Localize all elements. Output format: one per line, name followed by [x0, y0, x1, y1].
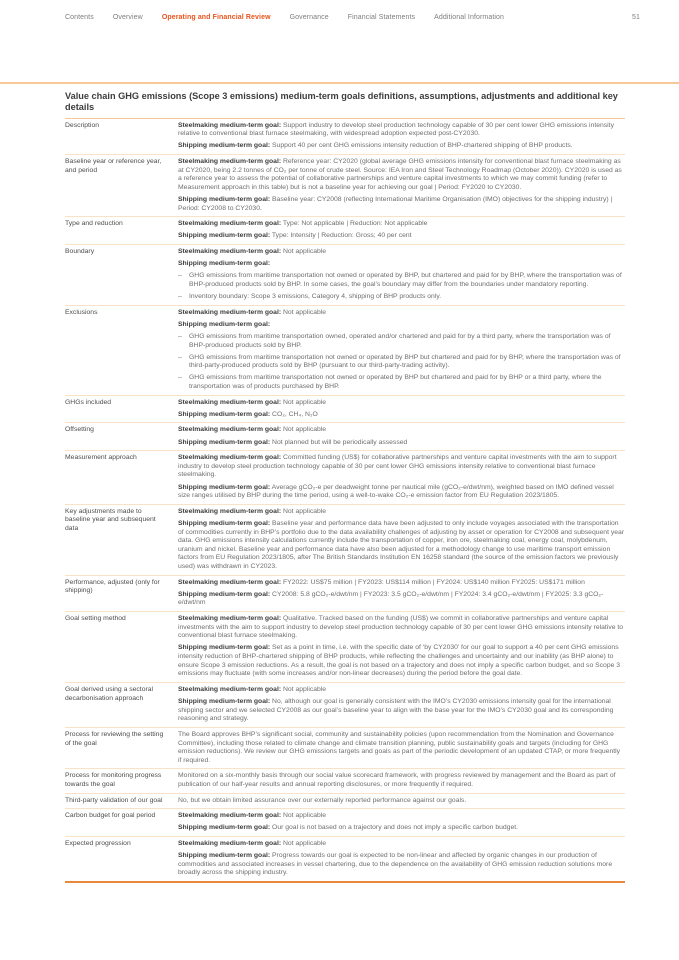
- table-row: [65, 396, 625, 424]
- row-content: [178, 454, 625, 501]
- goal-label-bold: Shipping medium-term goal:: [178, 142, 271, 150]
- row-label: Key adjustments made to baseline year and subsequent data: [65, 507, 156, 533]
- goals-table: [65, 119, 625, 883]
- row-label: Performance, adjusted (only for shipping): [65, 578, 160, 595]
- goal-paragraph: Steelmaking medium-term goal: Not applicable: [178, 685, 327, 693]
- bullet-item: [178, 354, 625, 371]
- goal-paragraph: [178, 260, 625, 269]
- row-label: Carbon budget for goal period: [65, 812, 156, 820]
- goal-label-bold: Steelmaking medium-term goal:: [178, 812, 282, 820]
- goal-label-bold: Shipping medium-term goal:: [178, 590, 271, 598]
- row-label: Measurement approach: [65, 454, 137, 462]
- table-row: [65, 794, 625, 810]
- goal-label-bold: Shipping medium-term goal:: [178, 824, 271, 832]
- row-content: [178, 426, 625, 447]
- goal-label-bold: Steelmaking medium-term goal:: [178, 426, 282, 434]
- goal-label-bold: Shipping medium-term goal:: [178, 852, 271, 860]
- goal-label-bold: Steelmaking medium-term goal:: [178, 685, 282, 693]
- table-row: [65, 423, 625, 451]
- goal-label-bold: Shipping medium-term goal:: [178, 232, 271, 240]
- row-content: [178, 840, 625, 878]
- goal-label-bold: Steelmaking medium-term goal:: [178, 398, 282, 406]
- goal-label-bold: Steelmaking medium-term goal:: [178, 121, 282, 129]
- goal-paragraph: Steelmaking medium-term goal: Not applicable: [178, 426, 327, 434]
- table-row: [65, 217, 625, 245]
- goal-paragraph: Shipping medium-term goal: CY2008: 5.8 gCO₂-e/dwt/nm | FY2023: 3.5 gCO₂-e/dwt/nm | FY2024: 3.4 gCO₂-e/dwt/nm | FY2025: 3.3 gCO₂-e/dwt/nm: [178, 590, 604, 607]
- goal-paragraph: Steelmaking medium-term goal: Not applicable: [178, 248, 327, 256]
- bullet-text: Inventory boundary: Scope 3 emissions, Category 4, shipping of BHP products only.: [189, 293, 442, 301]
- goal-label-bold: Shipping medium-term goal:: [178, 260, 271, 268]
- main-content: [65, 91, 625, 883]
- table-row: [65, 505, 625, 576]
- row-label: Process for reviewing the setting of the goal: [65, 730, 164, 747]
- bullet-item: [178, 374, 625, 391]
- goal-paragraph: Shipping medium-term goal: Not planned but will be periodically assessed: [178, 438, 408, 446]
- nav-item-additional-information[interactable]: Additional Information: [434, 14, 505, 21]
- goal-paragraph: Shipping medium-term goal: Progress towards our goal is expected to be non-linear and affected by organic changes in our production of commodities and associated increases in vessel chartering, due to the dependence on the availability of GHG emission reduction solutions more broadly across the shipping industry.: [178, 852, 613, 877]
- table-row: [65, 119, 625, 155]
- row-content: [178, 686, 625, 724]
- goal-paragraph: Steelmaking medium-term goal: Type: Not applicable | Reduction: Not applicable: [178, 220, 428, 228]
- goal-paragraph: Steelmaking medium-term goal: Not applicable: [178, 812, 327, 820]
- bullet-item: [178, 272, 625, 289]
- row-content: [178, 772, 625, 789]
- row-content: [178, 309, 625, 392]
- goal-paragraph: Steelmaking medium-term goal: Committed funding (US$) for collaborative partnerships and venture capital investments with the aim to support industry to develop steel production technology capable of 30 per cent lower GHG emissions intensity relative to conventional blast furnace steelmaking.: [178, 454, 617, 479]
- top-divider: [0, 82, 679, 84]
- row-label: Expected progression: [65, 840, 131, 848]
- row-content: [178, 797, 625, 806]
- goal-label-bold: Shipping medium-term goal:: [178, 698, 271, 706]
- goal-label-bold: Shipping medium-term goal:: [178, 644, 271, 652]
- goal-paragraph: Steelmaking medium-term goal: Not applicable: [178, 308, 327, 316]
- goal-label-bold: Shipping medium-term goal:: [178, 483, 271, 491]
- page-title: Value chain GHG emissions (Scope 3 emissions) medium-term goals definitions, assumptions, adjustments and additional key details: [65, 91, 625, 119]
- goal-paragraph: Shipping medium-term goal: Baseline year: CY2008 (reflecting International Maritime Organisation (IMO) objectives for the shipping industry) | Period: CY2008 to CY2030.: [178, 196, 613, 212]
- row-label: Goal derived using a sectoral decarbonisation approach: [65, 685, 154, 702]
- goal-paragraph: Monitored on a six-monthly basis through our social value scorecard framework, with progress reviewed by management and the Board as part of publication of our half-year results and annual reporting disclosures, or more frequently if required.: [178, 772, 616, 789]
- row-label: Offsetting: [65, 426, 94, 434]
- row-content: [178, 812, 625, 833]
- goal-paragraph: Shipping medium-term goal: Baseline year and performance data have been adjusted to only include voyages associated with the transportation of commodities currently in BHP’s portfolio due to the data availability challenges of adjusting by asset or operation for CY2008 and subsequent year data. GHG emissions intensity calculations currently include the transportation of copper, iron ore, steelmaking coal, energy coal, molybdenum, uranium and nickel. Baseline year and performance data have also been adjusted for a methodology change to use maritime transport emission factors from EU Regulation 2023/1805, after The British Standards Institution EN 16258 standard (the source of the emission factors we previously used) was withdrawn in CY2023.: [178, 519, 625, 571]
- goal-label-bold: Steelmaking medium-term goal:: [178, 158, 282, 166]
- row-label: Type and reduction: [65, 220, 123, 228]
- goal-paragraph: Steelmaking medium-term goal: Not applicable: [178, 507, 327, 515]
- top-navigation: [65, 14, 640, 21]
- goal-label-bold: Steelmaking medium-term goal:: [178, 840, 282, 848]
- row-content: [178, 731, 625, 766]
- goal-label-bold: Steelmaking medium-term goal:: [178, 308, 282, 316]
- bullet-text: GHG emissions from maritime transportation not owned or operated by BHP but chartered and paid for by BHP or a third party, where the transportation was of products purchased by BHP.: [189, 374, 602, 391]
- goal-paragraph: The Board approves BHP’s significant social, community and sustainability policies (upon recommendation from the Nomination and Governance Committee), including those related to climate change and climate transition planning, public sustainability goals and targets (including for GHG emission reductions). We review our GHG emissions targets and goals as part of the periodic development of an updated CTAP, or more frequently if required.: [178, 730, 621, 764]
- goal-paragraph: No, but we obtain limited assurance over our externally reported performance against our goals.: [178, 796, 467, 804]
- row-content: [178, 248, 625, 302]
- table-row: [65, 837, 625, 881]
- goal-label-bold: Steelmaking medium-term goal:: [178, 615, 282, 623]
- table-row: [65, 576, 625, 612]
- table-row: [65, 612, 625, 683]
- page-number: 51: [632, 14, 640, 21]
- goal-paragraph: Steelmaking medium-term goal: Not applicable: [178, 398, 327, 406]
- nav-item-governance[interactable]: Governance: [289, 14, 329, 21]
- bullet-text: GHG emissions from maritime transportation not owned or operated by BHP but chartered and paid for by BHP, where the transportation was of third-party-produced products sold by BHP (pursuant to our third-party-trading activity).: [189, 353, 621, 370]
- bullet-dash: –: [178, 374, 182, 382]
- goal-paragraph: Steelmaking medium-term goal: Reference year: CY2020 (global average GHG emissions intensity for conventional blast furnace steelmaking as at CY2020, being 2.2 tonnes of CO₂ per tonne of crude steel. Source: IEA Iron and Steel Technology Roadmap (October 2020)). CY2020 is used as a reference year to assess the potential of collaborative partnerships and venture capital investments to which we may commit funding (refer to Measurement approach in this table) but is not a baseline year for achieving our goal | Period: FY2020 to CY2030.: [178, 158, 622, 191]
- goal-paragraph: Shipping medium-term goal: CO₂, CH₄, N₂O: [178, 410, 318, 418]
- row-content: [178, 122, 625, 151]
- row-content: [178, 615, 625, 679]
- row-label: Baseline year or reference year, and period: [65, 158, 162, 174]
- table-row: [65, 809, 625, 837]
- bullet-dash: –: [178, 332, 182, 340]
- row-label: Boundary: [65, 248, 95, 256]
- bullet-item: [178, 293, 625, 302]
- table-row: [65, 245, 625, 306]
- goal-label-bold: Steelmaking medium-term goal:: [178, 220, 282, 228]
- row-label: GHGs included: [65, 398, 112, 406]
- goal-paragraph: Steelmaking medium-term goal: Not applicable: [178, 840, 327, 848]
- goal-paragraph: Steelmaking medium-term goal: Support industry to develop steel production technology capable of 30 per cent lower GHG emissions intensity relative to conventional blast furnace steelmaking, with widespread adoption expected post-CY2030.: [178, 121, 614, 138]
- row-content: [178, 579, 625, 608]
- bullet-dash: –: [178, 353, 182, 361]
- row-label: Exclusions: [65, 308, 98, 316]
- row-label: Process for monitoring progress towards the goal: [65, 772, 162, 789]
- goal-label-bold: Steelmaking medium-term goal:: [178, 507, 282, 515]
- row-label: Third-party validation of our goal: [65, 796, 163, 804]
- bullet-text: GHG emissions from maritime transportation not owned or operated by BHP, but chartered and paid for by BHP, where the transportation was of BHP-produced products sold by BHP. In some cases, the goal’s boundary may differ from the boundaries under mandatory reporting.: [189, 272, 622, 288]
- table-row: [65, 683, 625, 728]
- table-row: [65, 306, 625, 396]
- nav-item-contents[interactable]: Contents: [65, 14, 94, 21]
- goal-paragraph: Shipping medium-term goal: No, although our goal is generally consistent with the IMO’s CY2030 emissions intensity goal for the international shipping sector and we selected CY2008 as our goal’s baseline year to align with the base year for the IMO’s CY2030 goal and its corresponding reasoning and strategy.: [178, 698, 614, 723]
- goal-label-bold: Steelmaking medium-term goal:: [178, 578, 282, 586]
- table-row: [65, 451, 625, 505]
- goal-label-bold: Shipping medium-term goal:: [178, 438, 271, 446]
- goal-label-bold: Steelmaking medium-term goal:: [178, 248, 282, 256]
- goal-label-bold: Steelmaking medium-term goal:: [178, 454, 282, 462]
- row-content: [178, 158, 625, 213]
- bullet-item: [178, 333, 625, 350]
- row-content: [178, 508, 625, 572]
- goal-label-bold: Shipping medium-term goal:: [178, 320, 271, 328]
- nav-item-operating-and-financial-review[interactable]: Operating and Financial Review: [161, 14, 271, 21]
- nav-item-financial-statements[interactable]: Financial Statements: [347, 14, 416, 21]
- goal-paragraph: Steelmaking medium-term goal: FY2022: US$75 million | FY2023: US$114 million | FY2024: US$140 million FY2025: US$171 million: [178, 578, 585, 586]
- goal-paragraph: Shipping medium-term goal: Support 40 per cent GHG emissions intensity reduction of BHP-chartered shipping of BHP products.: [178, 142, 573, 150]
- goal-paragraph: Shipping medium-term goal: Average gCO₂-e per deadweight tonne per nautical mile (gCO₂-e/dwt/nm), weighted based on IMO defined vessel size ranges utilised by BHP during the time period, using a well-to-wake CO₂-e emission factor from EU Regulation 2023/1805.: [178, 483, 614, 500]
- row-label: Description: [65, 121, 99, 129]
- row-content: [178, 220, 625, 241]
- table-row: [65, 728, 625, 770]
- goal-paragraph: Steelmaking medium-term goal: Qualitative. Tracked based on the funding (US$) we commit in collaborative partnerships and venture capital investments with the aim to support industry to develop steel production technology capable of 30 per cent lower GHG emissions intensity relative to conventional blast furnace steelmaking.: [178, 615, 624, 640]
- goal-paragraph: Shipping medium-term goal: Set as a point in time, i.e. with the specific date of ‘by CY2030’ for our goal to support a 40 per cent GHG emissions intensity reduction of BHP-chartered shipping of BHP products, while reflecting the challenges and uncertainty and our inability (as BHP alone) to ensure Scope 3 emission reductions. As a result, the goal is not based on a trajectory and does not imply a specific carbon budget, and so Scope 3 emissions may fluctuate (with some increases and/or non-linear decreases) during the period before the goal date.: [178, 644, 621, 678]
- goal-paragraph: [178, 321, 625, 330]
- goal-paragraph: Shipping medium-term goal: Our goal is not based on a trajectory and does not imply a specific carbon budget.: [178, 824, 518, 832]
- bullet-text: GHG emissions from maritime transportation owned, operated and/or chartered and paid for by a third party, where the transportation was of BHP-produced products sold by BHP.: [189, 332, 611, 349]
- goal-label-bold: Shipping medium-term goal:: [178, 196, 271, 204]
- goal-label-bold: Shipping medium-term goal:: [178, 519, 271, 527]
- goal-label-bold: Shipping medium-term goal:: [178, 410, 271, 418]
- bullet-dash: –: [178, 272, 182, 280]
- row-label: Goal setting method: [65, 615, 126, 623]
- table-row: [65, 155, 625, 217]
- row-content: [178, 399, 625, 420]
- goal-paragraph: Shipping medium-term goal: Type: Intensity | Reduction: Gross; 40 per cent: [178, 232, 412, 240]
- table-row: [65, 769, 625, 793]
- nav-item-overview[interactable]: Overview: [112, 14, 143, 21]
- bullet-dash: –: [178, 293, 182, 301]
